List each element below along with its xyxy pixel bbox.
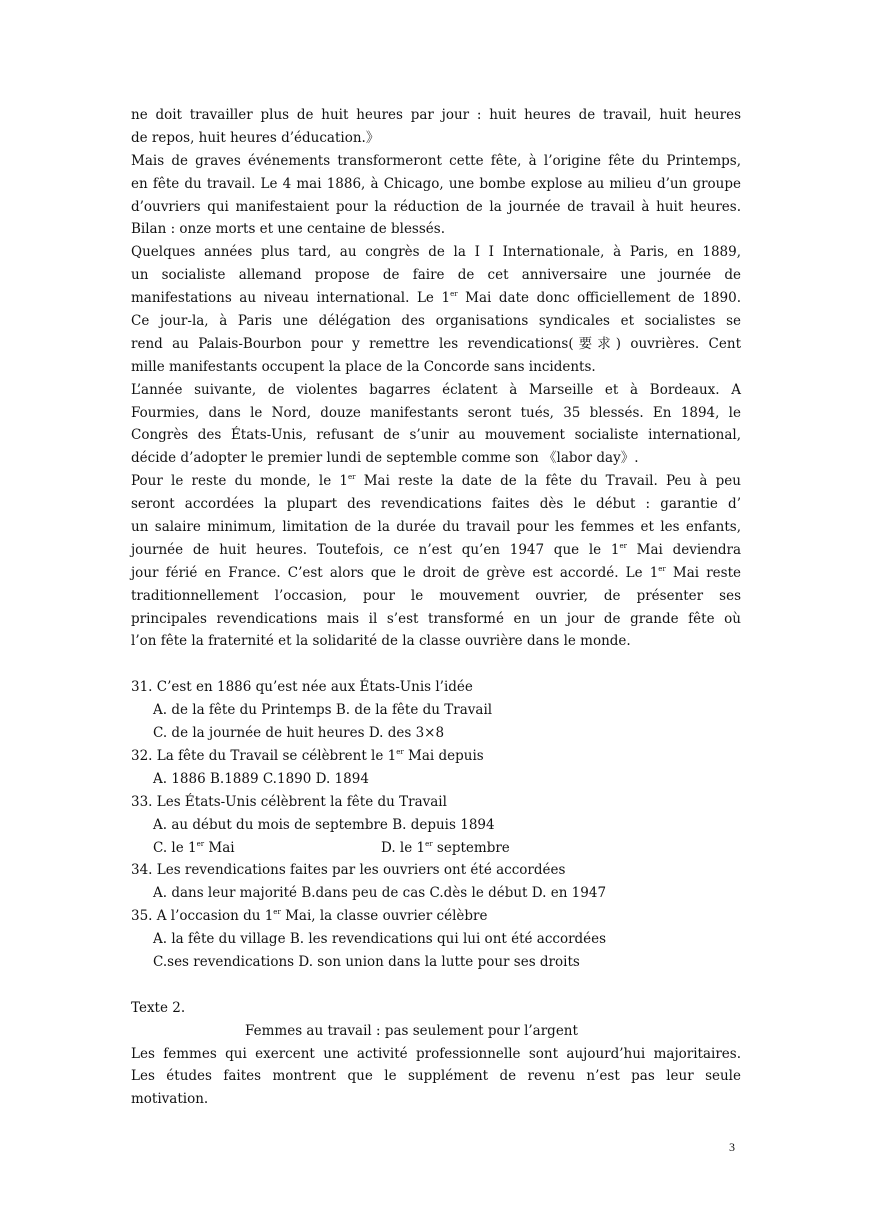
text-line: manifestations au niveau international. Le 1er Mai date donc officiellement de 1890. [131, 290, 741, 307]
question-34: 34. Les revendications faites par les ouvriers ont été accordées [131, 862, 566, 879]
question-31: 31. C’est en 1886 qu’est née aux États-Unis l’idée [131, 679, 473, 696]
texte-2 [131, 997, 741, 1111]
text-line: motivation. [131, 1091, 209, 1108]
text-line: mille manifestants occupent la place de la Concorde sans incidents. [131, 358, 596, 375]
text-line: un salaire minimum, limitation de la durée du travail pour les femmes et les enfants, [131, 519, 741, 536]
text-line: Fourmies, dans le Nord, douze manifestants seront tués, 35 blessés. En 1894, le [131, 404, 741, 421]
text-line: jour férié en France. C’est alors que le droit de grève est accordé. Le 1er Mai reste [131, 564, 741, 581]
text-line: de repos, huit heures d’éducation.》 [131, 129, 380, 146]
text-line: L’année suivante, de violentes bagarres éclatent à Marseille et à Bordeaux. A [131, 381, 741, 398]
spacer [131, 974, 741, 997]
question-options: C. le 1er Mai D. le 1er septembre [153, 839, 510, 856]
question-options: A. au début du mois de septembre B. depuis 1894 [153, 816, 495, 833]
text-line: en fête du travail. Le 4 mai 1886, à Chicago, une bombe explose au milieu d’un groupe [131, 175, 741, 192]
text-line: Ce jour-la, à Paris une délégation des organisations syndicales et socialistes se [131, 313, 741, 330]
text-line: Les femmes qui exercent une activité professionnelle sont aujourd’hui majoritaires. [131, 1045, 741, 1062]
section-title: Femmes au travail : pas seulement pour l’argent [245, 1022, 578, 1039]
question-options: C. de la journée de huit heures D. des 3×8 [153, 725, 445, 742]
passage-1 [131, 104, 741, 653]
question-options: A. 1886 B.1889 C.1890 D. 1894 [153, 770, 369, 787]
question-options: A. de la fête du Printemps B. de la fête du Travail [153, 702, 493, 719]
text-line: Congrès des États-Unis, refusant de s’unir au mouvement socialiste international, [131, 427, 741, 444]
text-line: principales revendications mais il s’est transformé en un jour de grande fête où [131, 610, 741, 627]
questions [131, 676, 741, 974]
text-line: Les études faites montrent que le supplément de revenu n’est pas leur seule [131, 1068, 741, 1085]
question-options: C.ses revendications D. son union dans la lutte pour ses droits [153, 953, 580, 970]
text-line: seront accordées la plupart des revendications faites dès le début : garantie d’ [131, 496, 741, 513]
text-line: un socialiste allemand propose de faire de cet anniversaire une journée de [131, 267, 741, 284]
question-32: 32. La fête du Travail se célèbrent le 1er Mai depuis [131, 747, 484, 764]
text-line: décide d’adopter le premier lundi de septemble comme son 《labor day》. [131, 450, 639, 467]
text-line: Mais de graves événements transformeront cette fête, à l’origine fête du Printemps, [131, 152, 741, 169]
text-line: Bilan : onze morts et une centaine de blessés. [131, 221, 445, 238]
text-line: traditionnellement l’occasion, pour le mouvement ouvrier, de présenter ses [131, 587, 741, 604]
text-line: Quelques années plus tard, au congrès de la I I Internationale, à Paris, en 1889, [131, 244, 741, 261]
question-options: A. la fête du village B. les revendications qui lui ont été accordées [153, 931, 607, 948]
page-number: 3 [729, 1140, 735, 1154]
text-line: Pour le reste du monde, le 1er Mai reste la date de la fête du Travail. Peu à peu [131, 473, 741, 490]
text-line: rend au Palais-Bourbon pour y remettre les revendications(要求) ouvrières. Cent [131, 335, 741, 352]
question-options: A. dans leur majorité B.dans peu de cas C.dès le début D. en 1947 [153, 885, 607, 902]
section-label: Texte 2. [131, 999, 186, 1016]
question-33: 33. Les États-Unis célèbrent la fête du Travail [131, 793, 447, 810]
text-line: d’ouvriers qui manifestaient pour la réduction de la journée de travail à huit heures. [131, 198, 741, 215]
text-line: l’on fête la fraternité et la solidarité de la classe ouvrière dans le monde. [131, 633, 631, 650]
document-page [131, 104, 741, 1111]
spacer [131, 653, 741, 676]
text-line: ne doit travailler plus de huit heures par jour : huit heures de travail, huit heures [131, 107, 741, 123]
text-line: journée de huit heures. Toutefois, ce n’est qu’en 1947 que le 1er Mai deviendra [131, 541, 741, 558]
question-35: 35. A l’occasion du 1er Mai, la classe ouvrier célèbre [131, 908, 488, 925]
